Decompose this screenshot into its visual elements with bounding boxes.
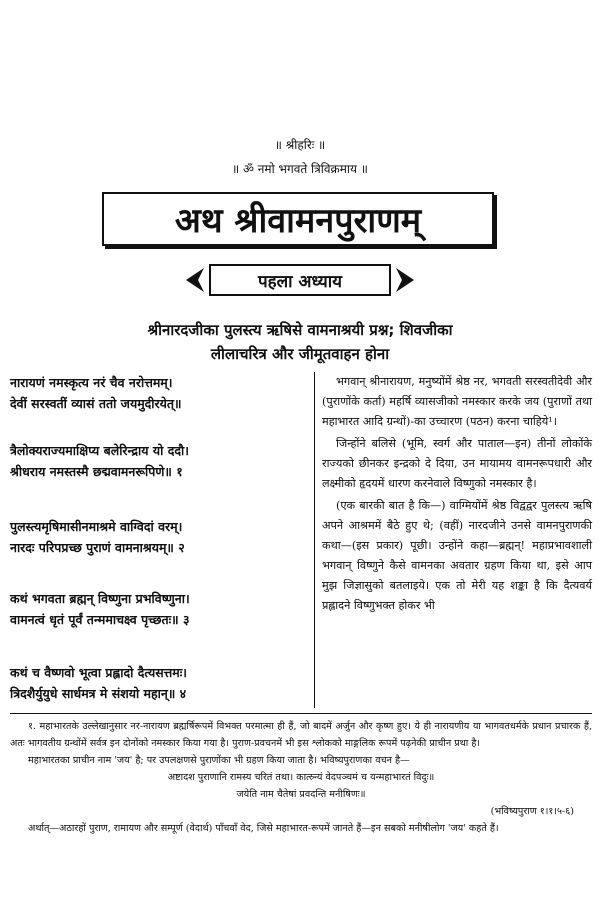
invocation: ॥ श्रीहरिः ॥ bbox=[274, 138, 326, 152]
verse-line: कथं च वैष्णवो भूत्वा प्रह्लादो दैत्यसत्तमः। bbox=[10, 665, 188, 680]
verse-line: नारदः परिपप्रच्छ पुराणं वामनाश्रयम्॥ २ bbox=[10, 540, 185, 555]
verse-line: कथं भगवता ब्रह्मन् विष्णुना प्रभविष्णुना। bbox=[10, 591, 190, 606]
verse-block bbox=[10, 372, 310, 414]
subtitle-line-2: लीलाचरित्र और जीमूतवाहन होना bbox=[210, 345, 390, 363]
verse-line: वामनत्वं धृतं पूर्वं तन्ममाचक्ष्व पृच्छतः॥ ३ bbox=[10, 612, 190, 627]
verse-line: त्रैलोक्यराज्यमाक्षिप्य बलेरिन्द्राय यो ददौ। bbox=[10, 443, 189, 458]
chapter-subtitle bbox=[0, 318, 600, 366]
column-divider bbox=[314, 372, 315, 708]
footnote-quote: जयेति नाम चैतेषां प्रवदन्ति मनीषिणः॥ bbox=[236, 789, 366, 800]
page-title-box bbox=[102, 192, 494, 246]
verse-block bbox=[10, 440, 310, 482]
footnote-quote: अष्टादश पुराणानि रामस्य चरितं तथा। कात्स्र्न्यं वेदपञ्चमं च यन्महाभारतं विदुः॥ bbox=[167, 772, 435, 783]
translation-paragraph: भगवान् श्रीनारायण, मनुष्योंमें श्रेष्ठ नर, भगवती सरस्वतीदेवी और (पुराणोंके कर्ता) महर्षि व्यासजीको नमस्कार करके जय (पुराणों तथा महाभारत आदि ग्रन्थों)-का उच्चारण (पठन) करना चाहिये¹। bbox=[322, 375, 592, 428]
footnote-paragraph: महाभारतका प्राचीन नाम 'जय' है; पर उपलक्षणसे पुराणोंका भी ग्रहण किया जाता है। भविष्यपुराणका वचन है— bbox=[28, 755, 410, 766]
verse-line: देवीं सरस्वतीं व्यासं ततो जयमुदीरयेत्॥ bbox=[10, 396, 182, 411]
verse-block bbox=[10, 516, 310, 558]
footnote bbox=[10, 718, 592, 837]
verse-block bbox=[10, 662, 310, 704]
chapter-label: पहला अध्याय bbox=[257, 271, 343, 292]
footnote-paragraph: १. महाभारतके उल्लेखानुसार नर-नारायण ब्रह्मर्षिरूपमें विभक्त परमात्मा ही हैं, जो बादमें अर्जुन और कृष्ण हुए। ये ही नारायणीय या भागवतधर्मके प्रधान प्रचारक हैं, अतः भागवतीय ग्रन्थोंमें सर्वत्र इन दोनोंको नमस्कार किया गया है। पुराण-प्रवचनमें भी इस श्लोकको माङ्गलिक रूपमें पढ़नेकी प्राचीन प्रथा है। bbox=[10, 721, 592, 749]
verse-block bbox=[10, 588, 310, 630]
footnote-rule bbox=[10, 713, 592, 714]
verse-line: नारायणं नमस्कृत्य नरं चैव नरोत्तमम्। bbox=[10, 375, 173, 390]
verse-line: त्रिदशैर्युयुधे सार्धमत्र मे संशयो महान्॥ ४ bbox=[10, 686, 187, 701]
verse-line: श्रीधराय नमस्तस्मै छद्मवामनरूपिणे॥ १ bbox=[10, 464, 183, 479]
hindi-translation bbox=[322, 372, 592, 618]
footnote-citation: (भविष्यपुराण १।१।५-६) bbox=[490, 806, 574, 817]
chapter-badge bbox=[186, 262, 414, 298]
subtitle-line-1: श्रीनारदजीका पुलस्त्य ऋषिसे वामनाश्रयी प्रश्न; शिवजीका bbox=[147, 321, 453, 339]
verse-line: पुलस्त्यमृषिमासीनमाश्रमे वाग्विदां वरम्। bbox=[10, 519, 183, 534]
mantra: ॥ ॐ नमो भगवते त्रिविक्रमाय ॥ bbox=[231, 162, 368, 176]
translation-paragraph: जिन्होंने बलिसे (भूमि, स्वर्ग और पाताल—इन) तीनों लोकोंके राज्यको छीनकर इन्द्रको दे दिया, उन मायामय वामनरूपधारी और लक्ष्मीको हृदयमें धारण करनेवाले विष्णुको नमस्कार है। bbox=[322, 437, 592, 490]
translation-paragraph: (एक बारकी बात है कि—) वाग्मियोंमें श्रेष्ठ विद्वद्वर पुलस्त्य ऋषि अपने आश्रममें बैठे हुए थे; (वहीं) नारदजीने उनसे वामनपुराणकी कथा—(इस प्रकार) पूछी। उन्होंने कहा—ब्रह्मन्! महाप्रभावशाली भगवान् विष्णुने कैसे वामनका अवतार ग्रहण किया था, इसे आप मुझ जिज्ञासुको बतलाइये। एक तो मेरी यह शङ्का है कि दैत्यवर्य प्रह्लादने विष्णुभक्त होकर भी bbox=[322, 499, 592, 612]
footnote-paragraph: अर्थात्—अठारहों पुराण, रामायण और सम्पूर्ण (वेदार्थ) पाँचवाँ वेद, जिसे महाभारत-रूपमें जानते हैं—इन सबको मनीषीलोग 'जय' कहते हैं। bbox=[28, 823, 499, 834]
page-title: अथ श्रीवामनपुराणम् bbox=[174, 201, 422, 241]
